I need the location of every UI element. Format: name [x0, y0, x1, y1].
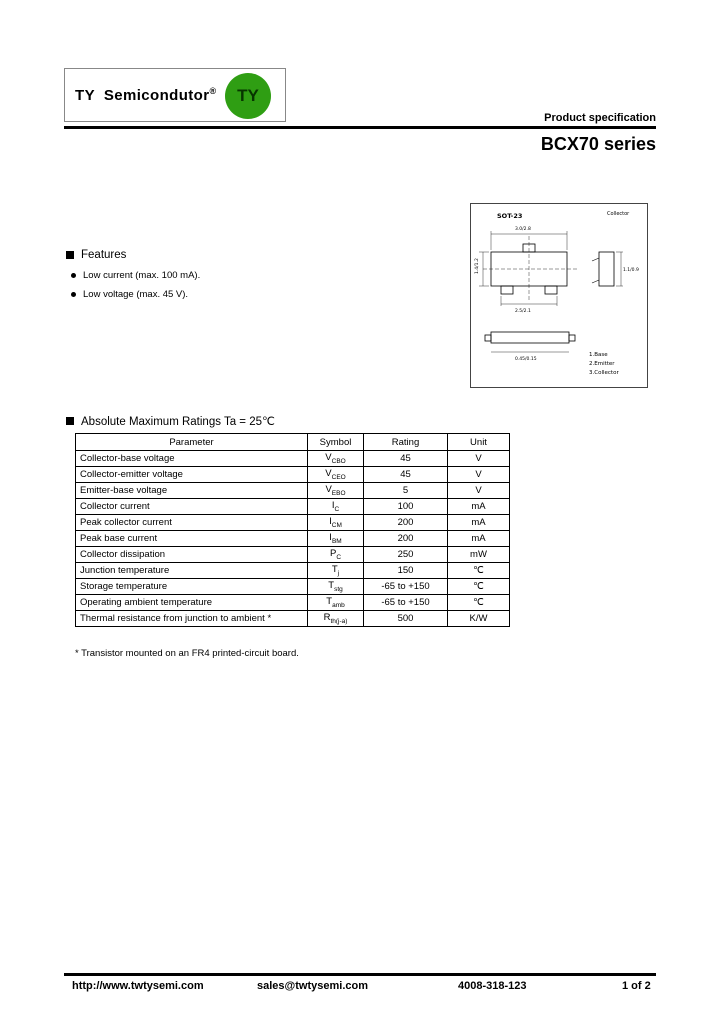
table-header-row [76, 434, 510, 451]
cell-symbol: $T_{stg}$ [308, 579, 364, 595]
feature-item-label: Low voltage (max. 45 V). [83, 289, 189, 300]
cell-symbol: $I_{BM}$ [308, 531, 364, 547]
cell-symbol: $I_{CM}$ [308, 515, 364, 531]
col-header-parameter: Parameter [76, 434, 308, 451]
cell-unit: V [448, 483, 510, 499]
cell-symbol: $V_{EBO}$ [308, 483, 364, 499]
table-row [76, 579, 510, 595]
cell-unit: mW [448, 547, 510, 563]
cell-rating: 100 [364, 499, 448, 515]
footer-phone: 4008-318-123 [458, 980, 527, 992]
ratings-table [75, 433, 510, 627]
table-row [76, 467, 510, 483]
feature-item [71, 289, 188, 300]
dim-body-length: 3.0/2.8 [515, 227, 531, 232]
cell-parameter: Collector-base voltage [76, 451, 308, 467]
feature-item [71, 270, 200, 281]
square-bullet-icon [66, 251, 74, 259]
sot23-drawing [471, 204, 649, 389]
pin-label-emitter: 2.Emitter [589, 361, 615, 367]
cell-unit: V [448, 451, 510, 467]
brand-logo-circle [225, 73, 271, 119]
cell-unit: ℃ [448, 563, 510, 579]
table-row [76, 483, 510, 499]
footer-website: http://www.twtysemi.com [72, 980, 204, 992]
cell-rating: -65 to +150 [364, 595, 448, 611]
cell-rating: 200 [364, 531, 448, 547]
cell-unit: mA [448, 531, 510, 547]
col-header-symbol: Symbol [308, 434, 364, 451]
table-footnote: * Transistor mounted on an FR4 printed-circuit board. [75, 648, 299, 659]
table-row [76, 531, 510, 547]
cell-unit: ℃ [448, 579, 510, 595]
package-name: SOT-23 [497, 212, 523, 220]
pin-label-collector: 3.Collector [589, 370, 619, 376]
table-row [76, 451, 510, 467]
table-row [76, 595, 510, 611]
dim-body-width: 1.4/1.2 [475, 258, 480, 274]
cell-rating: 150 [364, 563, 448, 579]
header-rule [64, 126, 656, 129]
ratings-table-body [76, 451, 510, 627]
cell-rating: 5 [364, 483, 448, 499]
dim-lead-thickness: 0.45/0.15 [515, 357, 537, 362]
cell-parameter: Storage temperature [76, 579, 308, 595]
cell-symbol: $T_{amb}$ [308, 595, 364, 611]
cell-symbol: $R_{th(j-a)}$ [308, 611, 364, 627]
cell-parameter: Emitter-base voltage [76, 483, 308, 499]
package-diagram [470, 203, 648, 388]
cell-rating: 200 [364, 515, 448, 531]
cell-unit: V [448, 467, 510, 483]
cell-rating: 500 [364, 611, 448, 627]
square-bullet-icon [66, 417, 74, 425]
cell-symbol: $V_{CEO}$ [308, 467, 364, 483]
table-row [76, 547, 510, 563]
cell-parameter: Collector dissipation [76, 547, 308, 563]
cell-parameter: Operating ambient temperature [76, 595, 308, 611]
col-header-rating: Rating [364, 434, 448, 451]
cell-unit: mA [448, 499, 510, 515]
features-heading [66, 249, 126, 261]
registered-mark: ® [209, 86, 217, 96]
pin-label-base: 1.Base [589, 352, 608, 358]
cell-unit: mA [448, 515, 510, 531]
cell-rating: 45 [364, 467, 448, 483]
col-header-unit: Unit [448, 434, 510, 451]
ratings-heading [66, 414, 275, 428]
dot-bullet-icon [71, 273, 76, 278]
table-row [76, 611, 510, 627]
footer-email: sales@twtysemi.com [257, 980, 368, 992]
feature-item-label: Low current (max. 100 mA). [83, 270, 201, 281]
dot-bullet-icon [71, 292, 76, 297]
product-specification-label: Product specification [544, 112, 656, 124]
cell-unit: K/W [448, 611, 510, 627]
cell-parameter: Thermal resistance from junction to ambient * [76, 611, 308, 627]
footer-rule [64, 973, 656, 976]
cell-rating: 45 [364, 451, 448, 467]
dim-height: 1.1/0.9 [623, 268, 639, 273]
cell-parameter: Collector current [76, 499, 308, 515]
cell-unit: ℃ [448, 595, 510, 611]
table-row [76, 563, 510, 579]
ratings-table-head [76, 434, 510, 451]
features-heading-label: Features [81, 249, 127, 261]
cell-parameter: Peak collector current [76, 515, 308, 531]
cell-parameter: Collector-emitter voltage [76, 467, 308, 483]
ratings-heading-label: Absolute Maximum Ratings Ta = 25℃ [81, 416, 275, 428]
table-row [76, 499, 510, 515]
footer-page-number: 1 of 2 [622, 980, 651, 992]
brand-logo-text: TY [237, 86, 259, 105]
cell-symbol: $P_C$ [308, 547, 364, 563]
package-top-label: Collector [607, 211, 630, 217]
cell-symbol: $I_C$ [308, 499, 364, 515]
cell-symbol: $T_j$ [308, 563, 364, 579]
table-row [76, 515, 510, 531]
brand-logo-box [64, 68, 286, 122]
brand-name: TY Semicondutor® [75, 86, 217, 104]
page-title: BCX70 series [540, 134, 656, 154]
cell-parameter: Junction temperature [76, 563, 308, 579]
cell-rating: -65 to +150 [364, 579, 448, 595]
dim-lead-span: 2.5/2.1 [515, 309, 531, 314]
cell-rating: 250 [364, 547, 448, 563]
cell-parameter: Peak base current [76, 531, 308, 547]
cell-symbol: $V_{CBO}$ [308, 451, 364, 467]
